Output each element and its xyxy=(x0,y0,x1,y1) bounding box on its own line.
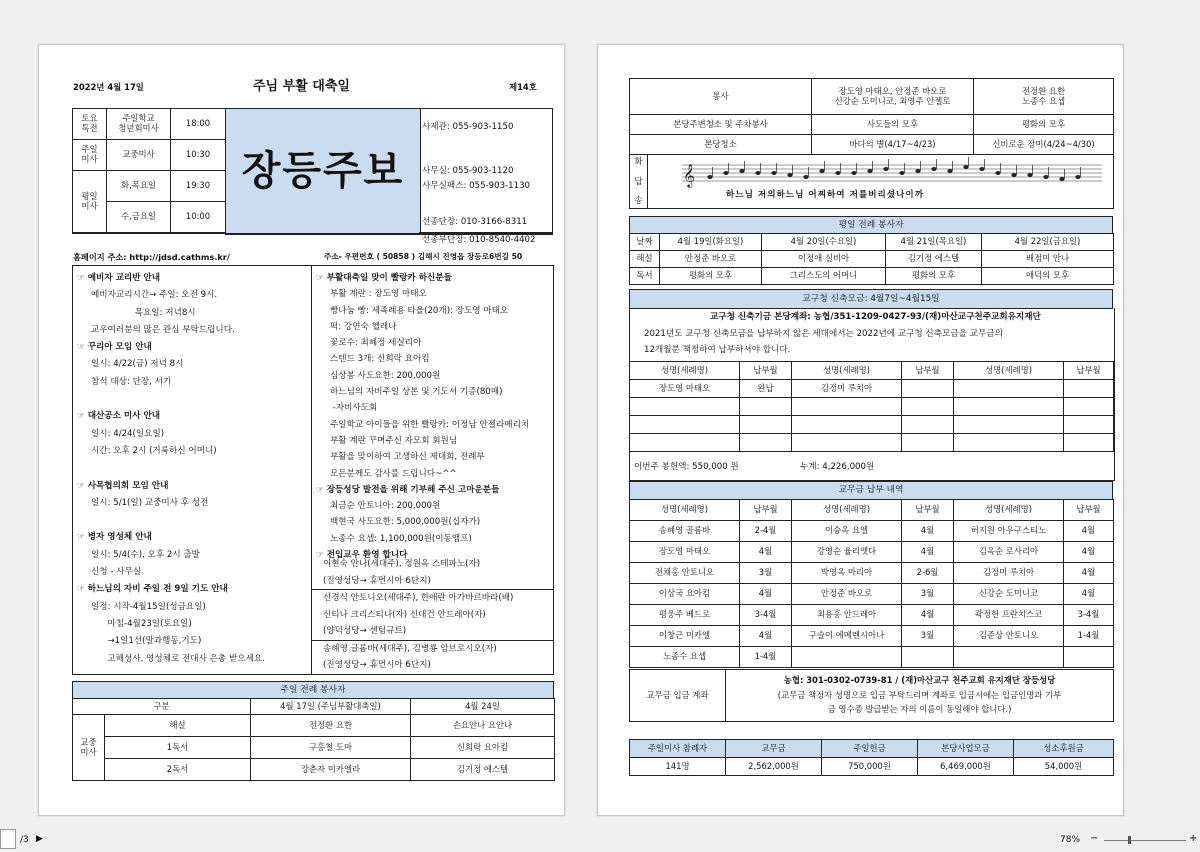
table-cell: 곽정헌 프란치스코 xyxy=(954,605,1064,626)
notice-line: 빵나눔 빵: 세족례용 타올(20개): 장도영 마태오 xyxy=(330,305,509,316)
role-cell: 해설 xyxy=(105,715,251,737)
zoom-level: 78% xyxy=(1060,835,1081,845)
notice-line: 노종수 요셉: 1,100,000원(이동앰프) xyxy=(330,533,472,544)
notice-line xyxy=(77,391,309,408)
table-row xyxy=(630,647,1114,668)
table-cell: 4월 xyxy=(902,542,954,563)
role-cell: 해설 xyxy=(630,251,660,268)
status-bar xyxy=(0,826,1200,852)
server-cell: 구홍철 도마 xyxy=(251,737,411,759)
weekly-offering-total: 이번주 봉헌액: 550,000 원 xyxy=(634,462,739,472)
sunday-servers-table xyxy=(72,698,555,781)
group-cell: 평일 미사 xyxy=(73,171,107,233)
building-fund-title: 교구청 신축모금: 4월7일~4월15일 xyxy=(629,289,1113,309)
homepage-address[interactable]: 홈페이지 주소: http://jdsd.cathms.kr/ xyxy=(73,252,230,262)
notice-heading: ☞ 대산공소 미사 안내 xyxy=(77,411,161,422)
header-cell: 구분 xyxy=(73,699,251,715)
accumulated-total: 누계: 4,226,000원 xyxy=(800,462,875,472)
header-cell: 4월 19일(화요일) xyxy=(660,234,762,251)
welcome-line: 신경식 안토니오(세대주), 한애란 아가바르바라(배) xyxy=(311,589,553,607)
table-cell: 장도영 마태오 xyxy=(630,380,740,398)
notice-line: 부활을 맞이하여 고생하신 제대회, 전례부 xyxy=(330,452,485,463)
table-cell: 장도영 마태오 xyxy=(630,542,740,563)
office-phone: 사무실: 055-903-1120 xyxy=(422,166,514,176)
welcome-line: 이현숙 안나(세대주), 정원옥 스테파노(자) xyxy=(323,559,481,569)
notice-line: 스텐드 3개: 신희락 요아킴 xyxy=(330,354,430,365)
notice-line: 부활 계란 꾸며주신 자모회 회원님 xyxy=(330,435,458,446)
music-note-icon xyxy=(707,175,712,179)
table-cell: 김정미 루치아 xyxy=(792,380,902,398)
group-cell: 주일 미사 xyxy=(73,140,107,171)
table-cell xyxy=(792,647,902,668)
role-cell: 2독서 xyxy=(105,759,251,781)
zoom-slider[interactable] xyxy=(1104,840,1186,841)
table-row xyxy=(630,398,1114,416)
table-cell: 송혜영 골롬바 xyxy=(630,521,740,542)
mass-time: 10:30 xyxy=(171,140,226,171)
music-note-icon xyxy=(819,169,824,173)
table-cell: 2-4월 xyxy=(740,521,792,542)
notice-line: 목요일: 저녁8시 xyxy=(91,307,196,318)
building-fund-note: 2021년도 교구청 신축모금을 납부하지 않은 세대에서는 2022년에 교구청 신축모금을 교무금의 xyxy=(644,329,1003,339)
stats-value: 6,469,000원 xyxy=(918,758,1014,776)
notice-heading: ☞ 예비자 교리반 안내 xyxy=(77,273,161,283)
bulletin-title: 주님 부활 대축일 xyxy=(253,79,350,94)
header-cell: 4월 21일(목요일) xyxy=(886,234,982,251)
notice-line: 일시: 4/22(금) 저녁 8시 xyxy=(91,359,184,370)
music-note-icon xyxy=(803,175,808,179)
notice-line: →1일1선(말과행동,기도) xyxy=(91,636,202,647)
notice-line xyxy=(77,512,309,529)
service-label: 봉사 xyxy=(630,79,812,115)
building-fund-table xyxy=(629,361,1114,452)
table-cell xyxy=(954,380,1064,398)
dues-account-note: (교무금 책정자 성명으로 입금 부탁드리며 계좌로 입금시에는 입금인명과 기부 xyxy=(777,689,1062,700)
table-cell: 신강순 도미니코 xyxy=(954,584,1064,605)
table-cell xyxy=(1064,398,1114,416)
music-note-icon xyxy=(947,169,952,173)
welcome-list xyxy=(311,556,553,674)
notice-line: 백현국 사도요한: 5,000,000원(십자가) xyxy=(330,517,481,528)
notice-line: 주일학교 아이들을 위한 빨랑카: 이정남 안젤라메리치 xyxy=(330,419,530,430)
stats-header: 주일미사 참례자 xyxy=(630,740,726,758)
table-cell: 4월 xyxy=(740,584,792,605)
server-cell: 평화의 모후 xyxy=(886,268,982,285)
table-cell: 노종수 요셉 xyxy=(630,647,740,668)
table-cell: 3월 xyxy=(902,584,954,605)
table-cell xyxy=(630,434,740,452)
vice-chair-phone: 선종부단장: 010-8540-4402 xyxy=(422,235,536,245)
notice-line: 마침-4월23일(토요일) xyxy=(91,618,192,629)
service-cell: 평화의 모후 xyxy=(974,115,1114,135)
zoom-in-icon[interactable]: + xyxy=(1189,833,1198,844)
music-note-icon xyxy=(723,171,728,175)
table-row xyxy=(630,605,1114,626)
music-note-icon xyxy=(1075,175,1080,179)
table-row xyxy=(630,521,1114,542)
weekday-servers-table xyxy=(629,233,1114,285)
table-cell: 4월 xyxy=(1064,521,1114,542)
music-note-icon xyxy=(883,167,888,171)
table-cell xyxy=(630,416,740,434)
header-cell: 성명(세례명) xyxy=(954,362,1064,380)
header-cell: 성명(세례명) xyxy=(630,362,740,380)
table-cell: 안정준 바오로 xyxy=(792,584,902,605)
table-cell: 이창근 미카엘 xyxy=(630,626,740,647)
table-cell xyxy=(902,434,954,452)
header-cell: 4월 22일(금요일) xyxy=(982,234,1114,251)
music-note-icon xyxy=(979,167,984,171)
table-row xyxy=(630,584,1114,605)
header-cell: 날짜 xyxy=(630,234,660,251)
notices-box xyxy=(72,265,554,675)
stats-value: 2,562,000원 xyxy=(726,758,822,776)
table-cell: 평웅주 베드로 xyxy=(630,605,740,626)
table-cell xyxy=(1064,416,1114,434)
table-cell xyxy=(954,398,1064,416)
notice-heading: ☞ 사목협의회 모임 안내 xyxy=(77,480,169,491)
table-cell xyxy=(792,398,902,416)
music-note-icon xyxy=(995,171,1000,175)
table-cell: 이승옥 요엘 xyxy=(792,521,902,542)
notice-line: 꽃로수: 최혜정 세실리아 xyxy=(330,338,422,349)
welcome-line: 송혜영 글롬바(세대주), 김병룡 암브로시오(자) xyxy=(311,640,553,658)
notice-line: 모든분께도 감사를 드립니다~^^ xyxy=(330,468,457,479)
table-cell: 3-4월 xyxy=(1064,605,1114,626)
table-cell: 4월 xyxy=(740,542,792,563)
music-note-icon xyxy=(755,171,760,175)
service-cell: 장도영 마태오, 안정준 바오로 신강순 도미니코, 최영주 안젤로 xyxy=(812,79,974,115)
header-cell: 납부월 xyxy=(740,362,792,380)
music-note-icon xyxy=(867,169,872,173)
table-cell xyxy=(902,416,954,434)
music-note-icon xyxy=(1059,177,1064,181)
service-cell: 사도들의 모후 xyxy=(812,115,974,135)
service-label: 본당청소 xyxy=(630,135,812,155)
service-cell: 신비로운 장미(4/24~4/30) xyxy=(974,135,1114,155)
table-cell: 4월 xyxy=(1064,563,1114,584)
hymn-label: 화 답 송 xyxy=(630,155,648,209)
notice-line: 심상봉 사도요한: 200,000원 xyxy=(330,370,441,381)
table-cell xyxy=(902,380,954,398)
header-cell: 성명(세례명) xyxy=(630,500,740,521)
header-cell: 성명(세례명) xyxy=(954,500,1064,521)
building-fund-note: 12개월분 책정하여 납부하셔야 합니다. xyxy=(644,345,791,355)
music-note-icon xyxy=(915,169,920,173)
table-cell: 완납 xyxy=(740,380,792,398)
notice-line: 부활 계란 : 장도영 마태오 xyxy=(330,289,427,300)
table-row xyxy=(630,626,1114,647)
table-row xyxy=(630,542,1114,563)
page-indicator: /3 xyxy=(20,835,29,845)
notice-heading: ☞ 부활대축일 맞이 빨랑카 하신분들 xyxy=(316,273,452,283)
mass-name: 수,금요일 xyxy=(107,202,171,233)
music-note-icon xyxy=(1011,173,1016,177)
role-cell: 독서 xyxy=(630,268,660,285)
header-cell: 4월 17일 (주님부활대축일) xyxy=(251,699,411,715)
table-cell xyxy=(902,398,954,416)
table-cell: 4월 xyxy=(740,626,792,647)
server-cell: 안정준 바오로 xyxy=(660,251,762,268)
chair-phone: 선종단장: 010-3166-8311 xyxy=(422,217,528,227)
postal-address: 주소- 우편번호 ( 50858 ) 김해시 진영읍 장등로6번길 50 xyxy=(324,252,523,261)
issue-number: 제14호 xyxy=(509,82,537,92)
table-cell: 4월 xyxy=(902,521,954,542)
notice-line xyxy=(77,460,309,477)
table-row xyxy=(630,416,1114,434)
group-cell: 교중 미사 xyxy=(73,715,105,781)
dues-account-cell xyxy=(726,670,1114,722)
server-cell: 애덕의 모후 xyxy=(982,268,1114,285)
table-cell xyxy=(902,647,954,668)
notice-heading: ☞ 꾸리아 모임 안내 xyxy=(77,342,152,353)
table-cell xyxy=(740,398,792,416)
zoom-out-icon[interactable]: − xyxy=(1090,833,1099,844)
service-cell: 전정환 요한 노종수 요셉 xyxy=(974,79,1114,115)
server-cell: 그리스도의 어머니 xyxy=(762,268,886,285)
music-note-icon xyxy=(963,165,968,169)
table-cell xyxy=(1064,380,1114,398)
table-row xyxy=(630,563,1114,584)
mass-name: 주일학교 청년회미사 xyxy=(107,109,171,140)
header-cell: 성명(세례명) xyxy=(792,362,902,380)
table-row xyxy=(630,434,1114,452)
table-cell xyxy=(740,416,792,434)
server-cell: 이정애 실비아 xyxy=(762,251,886,268)
stats-value: 54,000원 xyxy=(1014,758,1114,776)
notice-line: 참석 대상: 단장, 서기 xyxy=(91,376,172,387)
mass-schedule-table xyxy=(72,108,226,233)
mass-time: 19:30 xyxy=(171,171,226,202)
hymn-lyrics: 하느님 저의하느님 어찌하여 저를버리셨나이까 xyxy=(726,190,925,200)
table-cell: 1-4월 xyxy=(740,647,792,668)
table-cell: 3월 xyxy=(902,626,954,647)
header-cell: 4월 20일(수요일) xyxy=(762,234,886,251)
service-label: 본당주변청소 및 주차봉사 xyxy=(630,115,812,135)
table-row xyxy=(630,380,1114,398)
server-cell: 전정환 요한 xyxy=(251,715,411,737)
server-cell: 손요안나 요안나 xyxy=(411,715,555,737)
music-note-icon xyxy=(931,167,936,171)
table-cell xyxy=(740,434,792,452)
bulletin-logo: 장등주보 xyxy=(225,108,421,235)
server-cell: 김기정 에스텔 xyxy=(411,759,555,781)
table-cell xyxy=(792,416,902,434)
table-cell: 김정미 루치아 xyxy=(954,563,1064,584)
notice-line: 최금순 안토니아: 200,000원 xyxy=(330,501,441,512)
hymn-score xyxy=(648,155,1114,209)
notice-line: 일정: 시작-4월15일(성금요일) xyxy=(91,601,206,612)
table-cell: 4월 xyxy=(1064,542,1114,563)
weekday-servers-title: 평일 전례 봉사자 xyxy=(629,216,1113,234)
office-fax: 사무실팩스: 055-903-1130 xyxy=(422,181,531,191)
table-cell: 박영옥 마리아 xyxy=(792,563,902,584)
dues-account-note: 금 영수증 발급받는 자의 이름이 동일해야 합니다.) xyxy=(827,704,1012,715)
music-note-icon xyxy=(771,171,776,175)
table-cell xyxy=(1064,647,1114,668)
server-cell: 김기정 에스텔 xyxy=(886,251,982,268)
mass-name: 화,목요일 xyxy=(107,171,171,202)
table-cell: 2-6월 xyxy=(902,563,954,584)
notice-heading: ☞ 전입교우 환영 합니다 xyxy=(316,550,408,561)
welcome-line: (양덕성당→ 센텀규트) xyxy=(323,626,407,636)
mass-time: 10:00 xyxy=(171,202,226,233)
group-cell: 토요 특전 xyxy=(73,109,107,140)
server-cell: 강춘자 미카엘라 xyxy=(251,759,411,781)
dues-account-label: 교무금 입금 계좌 xyxy=(630,670,726,722)
table-cell: 4월 xyxy=(902,605,954,626)
mass-time: 18:00 xyxy=(171,109,226,140)
table-cell: 최용홍 안드레아 xyxy=(792,605,902,626)
music-note-icon xyxy=(835,171,840,175)
stats-header: 주일헌금 xyxy=(822,740,918,758)
dues-account: 농협: 301-0302-0739-81 / (재)마산교구 천주교회 유지재단 장등성당 xyxy=(783,675,1056,686)
stats-header: 본당사업모금 xyxy=(918,740,1014,758)
table-cell: 전채홍 안토니오 xyxy=(630,563,740,584)
role-cell: 1독서 xyxy=(105,737,251,759)
page-one xyxy=(38,44,565,816)
music-note-icon xyxy=(1027,173,1032,177)
notice-line: 신청 - 사무실 xyxy=(91,567,142,578)
building-fund-account: 교구청 신축기금 본당계좌: 농협/351-1209-0427-93/(재)마산교구천주교회유지재단 xyxy=(710,312,1041,322)
notice-line: 시간: 오후 2시 (거룩하신 어머니) xyxy=(91,445,217,456)
contacts-box xyxy=(419,108,553,245)
table-cell xyxy=(792,434,902,452)
table-cell: 김옥순 로사리아 xyxy=(954,542,1064,563)
mass-name: 교중미사 xyxy=(107,140,171,171)
music-note-icon xyxy=(851,171,856,175)
header-cell: 납부월 xyxy=(1064,362,1114,380)
notice-heading: ☞ 병자 영성체 안내 xyxy=(77,532,152,543)
table-cell: 1-4월 xyxy=(1064,626,1114,647)
table-cell: 3-4월 xyxy=(740,605,792,626)
table-cell xyxy=(954,434,1064,452)
notices-right-column xyxy=(316,270,551,563)
table-cell xyxy=(954,416,1064,434)
bulletin-date: 2022년 4월 17일 xyxy=(73,82,144,92)
music-note-icon xyxy=(739,169,744,173)
table-cell xyxy=(630,398,740,416)
svg-text:𝄞: 𝄞 xyxy=(683,163,695,187)
header-cell: 납부월 xyxy=(740,500,792,521)
table-cell: 강영순 율리엣다 xyxy=(792,542,902,563)
music-note-icon xyxy=(787,173,792,177)
stats-value: 750,000원 xyxy=(822,758,918,776)
notice-line: 일시: 5/1(일) 교중미사 후 성전 xyxy=(91,497,209,508)
welcome-line: (진영성당→ 휴먼시아 6단지) xyxy=(323,575,431,586)
page-two xyxy=(597,44,1124,816)
dues-table xyxy=(629,499,1114,668)
table-cell xyxy=(1064,434,1114,452)
header-cell: 납부월 xyxy=(902,362,954,380)
page-number-input[interactable] xyxy=(0,829,16,849)
stats-value: 141명 xyxy=(630,758,726,776)
notice-heading: ☞ 장등성당 발전을 위해 기부해 주신 고마운분들 xyxy=(316,484,500,495)
rectory-phone: 사제관: 055-903-1150 xyxy=(422,122,514,132)
notice-line: 일시: 5/4(수), 오후 2시 출발 xyxy=(91,549,200,560)
server-cell: 배점미 안나 xyxy=(982,251,1114,268)
table-cell xyxy=(954,647,1064,668)
notice-line: 고해성사, 영성체로 전대사 은총 받으세요. xyxy=(91,653,265,664)
next-page-icon[interactable]: ▶ xyxy=(36,834,43,844)
notice-line: 떡: 강연숙 헬레나 xyxy=(330,321,397,332)
dues-title: 교무금 납부 내역 xyxy=(629,481,1113,500)
server-cell: 신희락 요아킴 xyxy=(411,737,555,759)
notice-line: -자비사도회 xyxy=(330,403,378,414)
stats-table xyxy=(629,739,1114,776)
notice-heading: ☞ 하느님의 자비 주일 전 9일 기도 안내 xyxy=(77,584,228,595)
dues-account-table xyxy=(629,669,1114,722)
welcome-line: (진영성당→ 휴먼시아 6단지) xyxy=(323,660,431,670)
music-note-icon xyxy=(1043,175,1048,179)
welcome-line: 신티나 크리스티나(자) 신대건 안드레아(자) xyxy=(323,609,486,620)
header-cell: 성명(세례명) xyxy=(792,500,902,521)
notice-line: 하느님의 자비주일 상본 및 기도서 기증(80매) xyxy=(330,387,503,398)
notice-line: 예비자교리시간→ 주일: 오전 9시. xyxy=(91,290,218,301)
notice-line: 교우여러분의 많은 관심 부탁드립니다. xyxy=(91,324,235,335)
table-cell: 구슬이 에메렌시아나 xyxy=(792,626,902,647)
service-table xyxy=(629,78,1114,209)
music-note-icon xyxy=(899,171,904,175)
zoom-slider-handle[interactable] xyxy=(1128,836,1131,844)
server-cell: 평화의 모후 xyxy=(660,268,762,285)
stats-header: 성소후원금 xyxy=(1014,740,1114,758)
table-cell: 이상국 요아킴 xyxy=(630,584,740,605)
table-cell: 허지원 아우구스티노 xyxy=(954,521,1064,542)
notices-left-column xyxy=(77,270,309,668)
header-cell: 4월 24일 xyxy=(411,699,555,715)
header-cell: 납부월 xyxy=(1064,500,1114,521)
service-cell: 바다의 별(4/17~4/23) xyxy=(812,135,974,155)
sunday-servers-title: 주일 전례 봉사자 xyxy=(72,681,554,699)
notice-line: 일시: 4/24(일요일) xyxy=(91,428,165,439)
stats-header: 교무금 xyxy=(726,740,822,758)
header-cell: 납부월 xyxy=(902,500,954,521)
table-cell: 3월 xyxy=(740,563,792,584)
table-cell: 4월 xyxy=(1064,584,1114,605)
table-cell: 김준상 안토니오 xyxy=(954,626,1064,647)
